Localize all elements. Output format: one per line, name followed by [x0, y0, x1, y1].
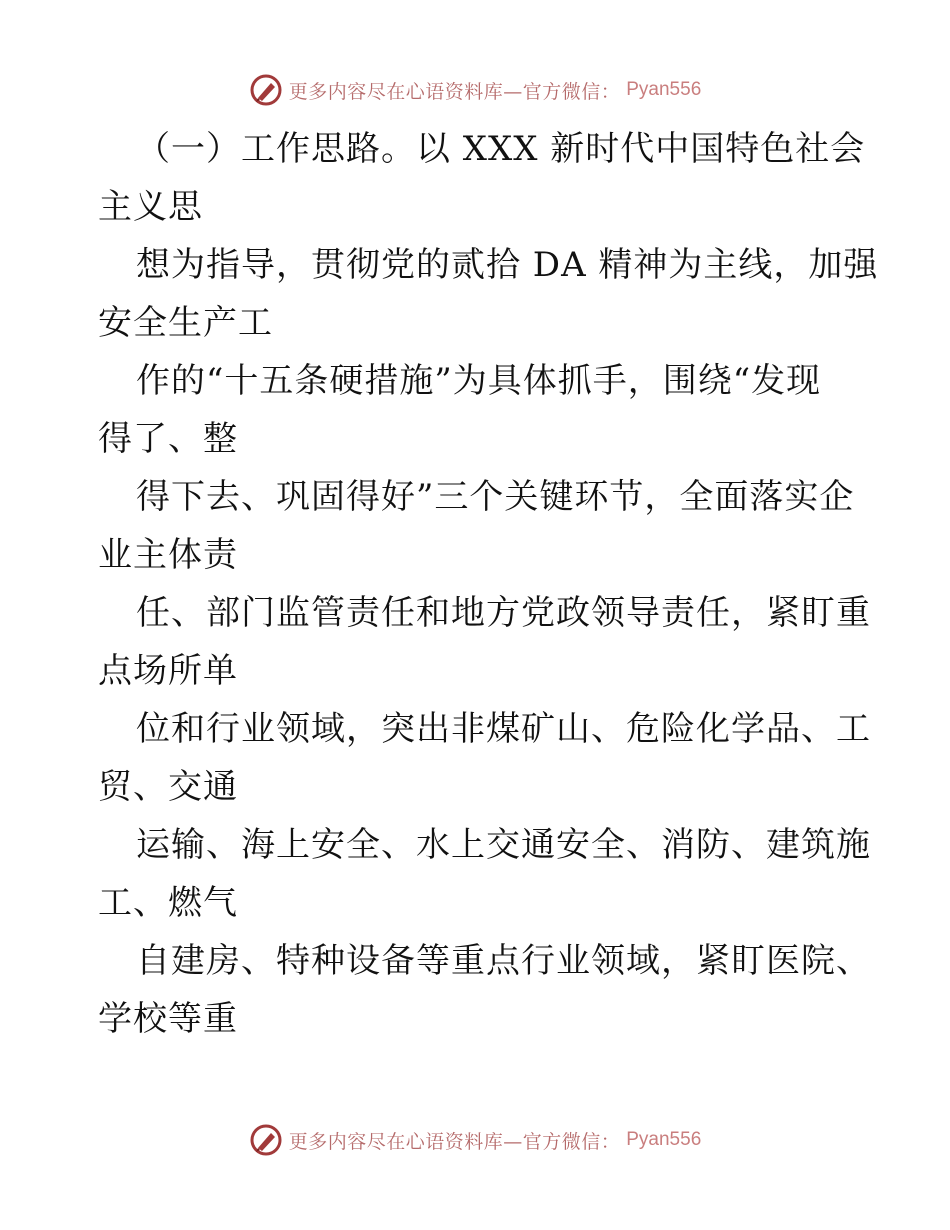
pen-logo-icon [249, 1123, 283, 1157]
body-text-line: 自建房、特种设备等重点行业领域，紧盯医院、 [136, 941, 871, 981]
footer-banner-wechat-id: Pyan556 [626, 1129, 702, 1150]
body-text-line: 想为指导，贯彻党的贰拾 DA 精神为主线，加强 [136, 245, 879, 285]
pen-logo-icon [249, 73, 283, 107]
footer-banner [0, 1120, 950, 1160]
header-banner [0, 70, 950, 110]
body-text-line: 得了、整 [98, 419, 238, 459]
body-text-line: 安全生产工 [98, 303, 273, 343]
body-text-line: 主义思 [98, 187, 203, 227]
header-banner-text: 更多内容尽在心语资料库—官方微信： [288, 80, 621, 103]
header-banner-wechat-id: Pyan556 [626, 79, 702, 100]
body-text-line: （一）工作思路。以 XXX 新时代中国特色社会 [136, 129, 866, 169]
body-text-line: 位和行业领域，突出非煤矿山、危险化学品、工 [136, 709, 871, 749]
body-text-line: 学校等重 [98, 999, 238, 1039]
body-text-line: 工、燃气 [98, 883, 238, 923]
document-body [98, 120, 879, 1048]
body-text-line: 作的“十五条硬措施”为具体抓手，围绕“发现 [136, 361, 822, 401]
body-text-line: 得下去、巩固得好”三个关键环节，全面落实企 [136, 477, 855, 517]
footer-banner-text: 更多内容尽在心语资料库—官方微信： [288, 1130, 621, 1153]
body-text-line: 任、部门监管责任和地方党政领导责任，紧盯重 [136, 593, 871, 633]
body-text-line: 贸、交通 [98, 767, 238, 807]
body-text-line: 业主体责 [98, 535, 238, 575]
body-text-line: 点场所单 [98, 651, 238, 691]
body-text-line: 运输、海上安全、水上交通安全、消防、建筑施 [136, 825, 871, 865]
